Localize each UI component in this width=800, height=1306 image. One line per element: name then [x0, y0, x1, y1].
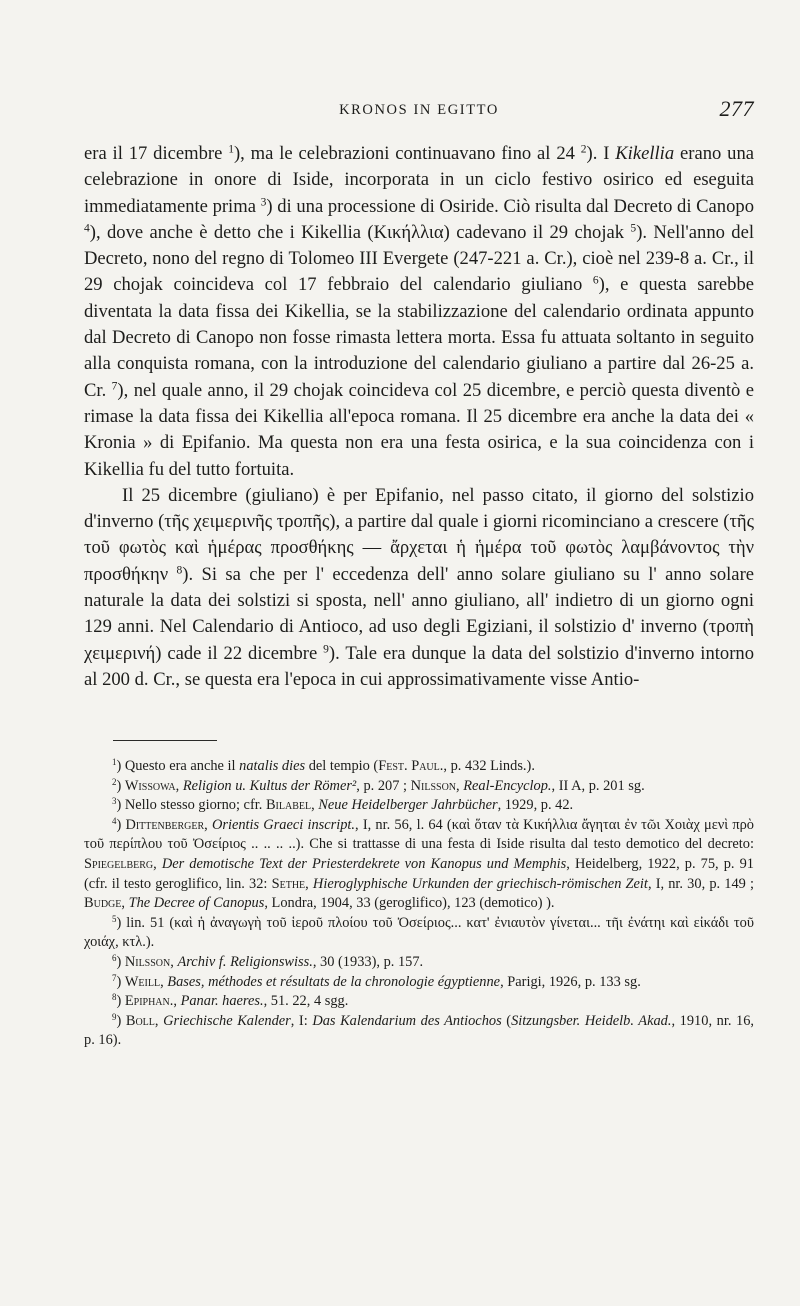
footnote — [84, 1012, 754, 1051]
italic-run: Das Kalendarium des Antiochos — [312, 1012, 502, 1029]
text-run: , Heidelberg, 1922, p. 75, p. 91 (cfr. il testo geroglifico, lin. 32: — [84, 855, 755, 892]
text-run: ) — [116, 973, 125, 990]
text-run: , Parigi, 1926, p. 133 sg. — [500, 973, 641, 990]
text-run: , II A, p. 201 sg. — [551, 777, 645, 794]
text-run: , 30 (1933), p. 157. — [312, 953, 424, 970]
text-run: del tempio ( — [305, 758, 379, 774]
text-run: ), e questa sarebbe diventata la data fissa dei Kikellia, se la stabilizzazione del calendario ordinata appunto dal Decreto di Canopo non fosse rimasta lettera morta. Essa fu attuata soltanto in seguito alla conquista romana, con la introduzione del calendario giuliano a partire dal 26-25 a. Cr. — [84, 274, 755, 401]
text-run: ) — [116, 777, 125, 794]
text-run: ) Questo era anche il — [116, 758, 240, 774]
footnote-marker: 2 — [580, 143, 587, 156]
footnote-marker: 3 — [260, 196, 267, 209]
text-run: , 1910, nr. 16, p. 16). — [84, 1012, 754, 1049]
footnote-marker: 5 — [112, 913, 117, 924]
running-title: KRONOS IN EGITTO — [339, 102, 499, 118]
footnote-marker: 6 — [112, 953, 117, 964]
italic-run: Hieroglyphische Urkunden der griechisch-römischen Zeit — [312, 875, 648, 892]
author-name: Weill — [124, 973, 161, 990]
footnote-marker: 9 — [112, 1011, 117, 1022]
author-name: Budge — [84, 895, 122, 912]
footnote-marker: 7 — [112, 972, 117, 983]
footnotes — [84, 757, 754, 1051]
main-text — [84, 141, 754, 693]
footnote-marker: 8 — [176, 564, 183, 577]
author-name: Nilsson — [124, 953, 171, 970]
text-run: ( — [501, 1012, 512, 1029]
author-name: Sethe — [271, 875, 306, 892]
text-run: ) — [116, 816, 126, 833]
text-run: ) — [116, 993, 125, 1010]
text-run: , — [121, 895, 129, 912]
italic-run: Real-Encyclop. — [463, 777, 552, 794]
author-name: Spiegelberg — [84, 855, 154, 872]
footnote-marker: 8 — [112, 992, 117, 1003]
text-run: , I, nr. 56, l. 64 (καὶ ὅταν τὰ Κικήλλια ἄγηται ἐν τῶι Χοιὰχ μενὶ πρὸ τοῦ περίπλου τοῦ Ὀσείριος .. .. .. ..). Che si trattasse di una festa di Iside risulta dal testo demotico del decreto: — [84, 816, 755, 853]
footnote-marker: 9 — [323, 643, 329, 656]
text-run: , I: — [290, 1012, 313, 1029]
author-name: Epiphan. — [124, 993, 174, 1010]
text-run: ). Tale era dunque la data del solstizio d'inverno intorno al 200 d. Cr., se questa era l'epoca in cui approssimativamente visse Antio- — [84, 642, 754, 690]
footnote-marker: 5 — [630, 222, 637, 235]
text-run: , Londra, 1904, 33 (geroglifico), 123 (demotico) ). — [264, 895, 555, 912]
footnote — [84, 777, 754, 797]
italic-run: Der demotische Text der Priesterdekrete von Kanopus und Memphis — [161, 855, 567, 872]
body-paragraph — [84, 483, 754, 693]
footnote — [84, 816, 754, 914]
text-run: , 1929, p. 42. — [497, 797, 574, 814]
author-name: Boll — [125, 1012, 155, 1029]
italic-run: Religion u. Kultus der Römer² — [182, 777, 357, 794]
italic-run: Orientis Graeci inscript. — [211, 816, 356, 833]
italic-run: natalis dies — [239, 758, 306, 774]
italic-run: Neue Heidelberger Jahrbücher — [318, 797, 498, 814]
footnote — [84, 796, 754, 816]
text-run: ) — [116, 953, 125, 970]
footnote-marker: 2 — [112, 776, 117, 787]
text-run: , I, nr. 30, p. 149 ; — [647, 875, 755, 892]
text-run: , — [160, 973, 168, 990]
text-run: , 51. 22, 4 sgg. — [263, 993, 349, 1010]
footnote — [84, 914, 754, 953]
italic-run: Panar. haeres. — [180, 993, 264, 1010]
footnote-marker: 4 — [112, 815, 117, 826]
text-run: ), nel quale anno, il 29 chojak coincideva col 25 dicembre, e perciò questa diventò e rimase la data fissa dei Kikellia all'epoca romana. Il 25 dicembre era anche la data dei « Kronia » di Epifanio. Ma questa non era una festa osirica, e la sua coincidenza con i Kikellia fu del tutto fortuita. — [84, 379, 754, 480]
author-name: Wissowa — [124, 777, 176, 794]
text-run: , — [204, 816, 212, 833]
text-run: , — [153, 855, 162, 872]
footnote-marker: 1 — [112, 757, 117, 768]
text-run: , — [175, 777, 183, 794]
text-run: Il 25 dicembre (giuliano) è per Epifanio, nel passo citato, il giorno del solstizio d'inverno (τῆς χειμερινῆς τροπῆς), a partire dal quale i giorni ricominciano a crescere (τῆς τοῦ φωτὸς καὶ ἡμέρας προσθήκης — ἄρχεται ἡ ἡμέρα τοῦ φωτὸς λαμβάνοντος τὴν προσθήκην — [84, 484, 754, 585]
text-run: , — [456, 777, 464, 794]
footnote-marker: 6 — [592, 275, 599, 288]
italic-run: Archiv f. Religionswiss. — [177, 953, 313, 970]
text-run: , p. 432 Linds.). — [443, 758, 535, 774]
text-run: , — [173, 993, 181, 1010]
author-name: Dittenberger — [125, 816, 205, 833]
text-run: , — [154, 1012, 164, 1029]
italic-run: Kikellia — [615, 143, 675, 164]
page-number: 277 — [719, 96, 754, 121]
text-run: ) Nello stesso giorno; cfr. — [116, 797, 266, 814]
footnote-separator — [113, 740, 217, 741]
text-run: ) — [116, 1012, 126, 1029]
text-run: ) di una processione di Osiride. Ciò risulta dal Decreto di Canopo — [266, 195, 754, 217]
footnote-marker: 4 — [84, 222, 90, 235]
text-run: era il 17 dicembre — [84, 143, 229, 164]
text-run: ) lin. 51 (καὶ ἡ ἀναγωγὴ τοῦ ἱεροῦ πλοίου τοῦ Ὀσείριος... κατ' ἐνιαυτὸν γίνεται... τῆι ἐνάτηι καὶ εἰκάδι τοῦ χοιάχ, κτλ.). — [84, 914, 754, 951]
body-paragraph — [84, 141, 754, 483]
text-run: ), dove anche è detto che i Kikellia (Κικήλλια) cadevano il 29 chojak — [89, 221, 631, 243]
text-run: ). Si sa che per l' eccedenza dell' anno solare giuliano su l' anno solare naturale la data dei solstizi si sposta, nell' anno giuliano, all' indietro di un giorno ogni 129 anni. Nel Calendario di Antioco, ad uso degli Egiziani, il solstizio d' inverno (τροπὴ χειμερινή) cade il 22 dicembre — [84, 563, 755, 664]
footnote-marker: 7 — [111, 380, 118, 393]
footnote-marker: 3 — [112, 796, 117, 807]
footnote-marker: 1 — [228, 143, 234, 156]
author-name: Fest. Paul. — [378, 758, 444, 774]
text-run: erano una celebrazione in onore di Iside, incorporata in un ciclo festivo osirico ed eseguita immediatamente prima — [84, 143, 755, 217]
text-run: ), ma le celebrazioni continuavano fino al 24 — [233, 143, 581, 164]
italic-run: Griechische Kalender — [163, 1012, 291, 1029]
text-run: , — [311, 797, 319, 814]
footnote — [84, 757, 754, 777]
italic-run: Bases, méthodes et résultats de la chronologie égyptienne — [167, 973, 501, 990]
footnote — [84, 992, 754, 1012]
italic-run: The Decree of Canopus — [128, 895, 265, 912]
text-run: ). Nell'anno del Decreto, nono del regno di Tolomeo III Evergete (247-221 a. Cr.), cioè nel 239-8 a. Cr., il 29 chojak coincideva col 17 febbraio del calendario giuliano — [84, 221, 755, 296]
text-run: , — [305, 875, 313, 892]
footnote — [84, 973, 754, 993]
text-run: ). I — [586, 143, 616, 164]
text-run: , — [170, 953, 178, 970]
running-head — [84, 96, 754, 126]
footnote — [84, 953, 754, 973]
author-name: Bilabel — [265, 797, 312, 814]
text-run: , p. 207 ; — [356, 777, 411, 794]
author-name: Nilsson — [410, 777, 457, 794]
italic-run: Sitzungsber. Heidelb. Akad. — [511, 1012, 672, 1029]
